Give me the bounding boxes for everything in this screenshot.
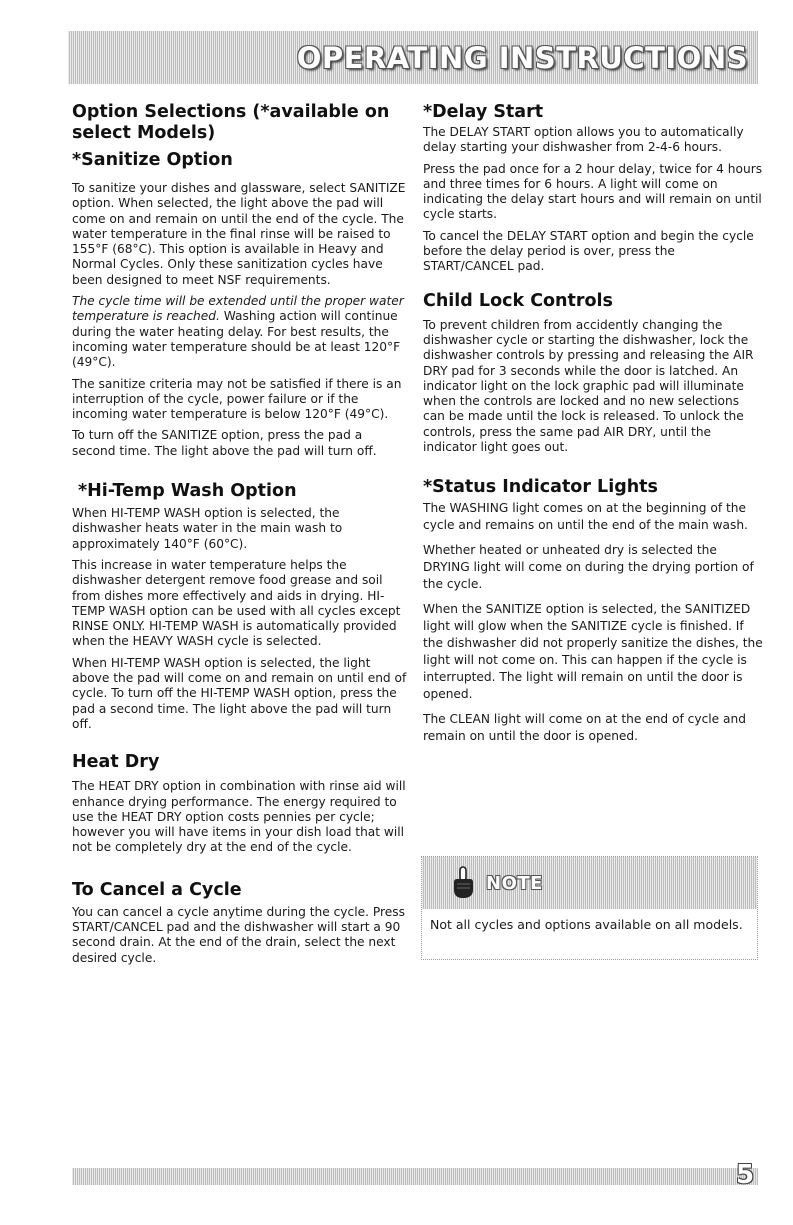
page-title: OPERATING INSTRUCTIONS (296, 40, 748, 75)
sanitize-italic-note: The cycle time will be extended until the proper water temperature is reached. (72, 294, 404, 324)
note-label: NOTE (486, 872, 543, 894)
sanitize-paragraph-2-rest: Washing action will continue during the water heating delay. For best results, the incoming water temperature should be at least 120°F (49°C). (72, 309, 401, 370)
pointing-hand-icon (450, 866, 476, 900)
footer-band (72, 1168, 758, 1185)
sanitize-heading: *Sanitize Option (72, 150, 233, 170)
heat-dry-heading: Heat Dry (72, 752, 160, 773)
sanitize-paragraph-3: The sanitize criteria may not be satisfied if there is an interruption of the cycle, power failure or if the incoming water temperature is below 120°F (49°C). (72, 376, 402, 422)
status-paragraph-2: Whether heated or unheated dry is selected the DRYING light will come on during the drying portion of the cycle. (423, 543, 754, 592)
note-box (421, 856, 758, 960)
sanitize-paragraph-2 (72, 294, 407, 370)
heat-dry-paragraph: The HEAT DRY option in combination with rinse aid will enhance drying performance. The energy required to use the HEAT DRY option costs pennies per cycle; however you will have items in your dish load that will not be completely dry at the end of the cycle. (72, 779, 406, 855)
delay-start-paragraph-2: Press the pad once for a 2 hour delay, twice for 4 hours and three times for 6 hours. A light will come on indicating the delay start hours and will remain on until cycle starts. (423, 161, 763, 222)
sanitize-paragraph-1: To sanitize your dishes and glassware, select SANITIZE option. When selected, the light above the pad will come on and remain on until the end of the cycle. The water temperature in the final rinse will be raised to 155°F (68°C). This option is available in Heavy and Normal Cycles. Only these sanitization cycles have been designed to meet NSF requirements. (72, 181, 406, 287)
page-number: 5 (736, 1160, 755, 1190)
left-column (72, 102, 407, 972)
child-lock-paragraph: To prevent children from accidently changing the dishwasher cycle or starting the dishwasher, lock the dishwasher controls by pressing and releasing the AIR DRY pad for 3 seconds while the door is latched. An indicator light on the lock graphic pad will illuminate when the controls are locked and no new selections can be made until the lock is released. To unlock the controls, press the same pad AIR DRY, until the indicator light goes out. (423, 317, 754, 455)
right-column (423, 102, 763, 751)
hi-temp-heading: *Hi-Temp Wash Option (78, 481, 297, 502)
cancel-cycle-heading: To Cancel a Cycle (72, 879, 242, 900)
note-text: Not all cycles and options available on all models. (430, 917, 743, 932)
child-lock-heading: Child Lock Controls (423, 290, 613, 311)
status-paragraph-4: The CLEAN light will come on at the end of cycle and remain on until the door is opened. (423, 712, 746, 744)
option-selections-heading: Option Selections (*available on select Models) (72, 102, 390, 143)
hi-temp-paragraph-1: When HI-TEMP WASH option is selected, the dishwasher heats water in the main wash to approximately 140°F (60°C). (72, 506, 343, 551)
hi-temp-paragraph-2: This increase in water temperature helps the dishwasher detergent remove food grease and soil from dishes more effectively and aids in drying. HI-TEMP WASH option can be used with all cycles except RINSE ONLY. HI-TEMP WASH is automatically provided when the HEAVY WASH cycle is selected. (72, 557, 401, 649)
delay-start-paragraph-3: To cancel the DELAY START option and begin the cycle before the delay period is over, press the START/CANCEL pad. (423, 228, 754, 274)
note-header (422, 857, 757, 909)
sanitize-paragraph-4: To turn off the SANITIZE option, press the pad a second time. The light above the pad will turn off. (72, 428, 377, 458)
status-paragraph-1: The WASHING light comes on at the beginning of the cycle and remains on until the end of the main wash. (423, 501, 748, 533)
delay-start-heading: *Delay Start (423, 102, 544, 122)
status-paragraph-3: When the SANITIZE option is selected, the SANITIZED light will glow when the SANITIZE cycle is finished. If the dishwasher did not properly sanitize the dishes, the light will not come on. This can happen if the cycle is interrupted. The light will remain on until the door is opened. (423, 602, 763, 702)
cancel-cycle-paragraph: You can cancel a cycle anytime during the cycle. Press START/CANCEL pad and the dishwasher will start a 90 second drain. At the end of the drain, select the next desired cycle. (72, 904, 405, 965)
hi-temp-paragraph-3: When HI-TEMP WASH option is selected, the light above the pad will come on and remain on until end of cycle. To turn off the HI-TEMP WASH option, press the pad a second time. The light above the pad will turn off. (72, 655, 407, 731)
status-lights-heading: *Status Indicator Lights (423, 477, 658, 498)
header-band (68, 31, 758, 84)
delay-start-paragraph-1: The DELAY START option allows you to automatically delay starting your dishwasher from 2-4-6 hours. (423, 125, 744, 155)
